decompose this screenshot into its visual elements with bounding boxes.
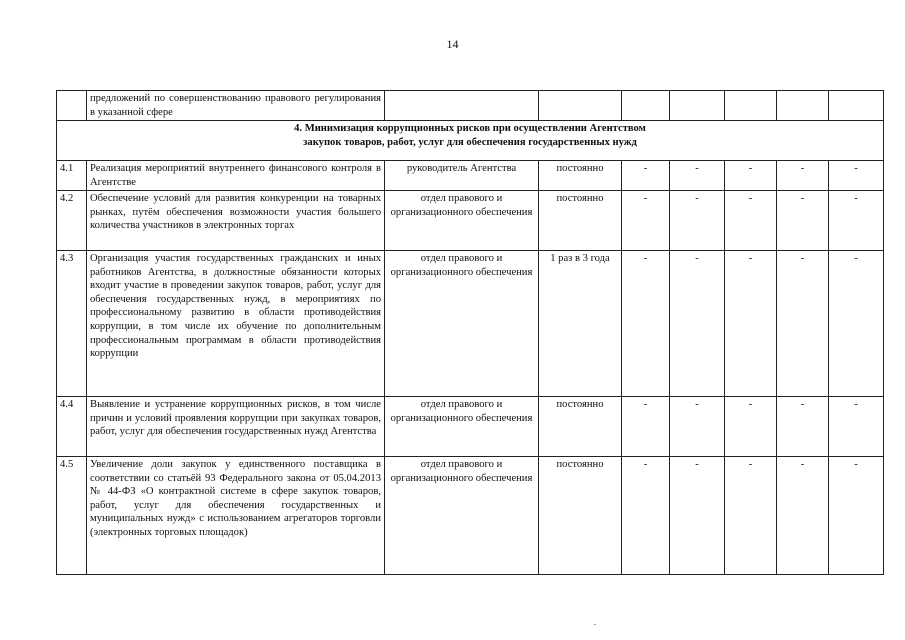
row-number: 4.2 [57,191,87,251]
row-responsible: отдел правового и организационного обеспечения [385,251,539,397]
row-period: постоянно [539,161,622,191]
section-heading [57,121,884,161]
row-value-5 [829,91,884,121]
row-responsible: отдел правового и организационного обеспечения [385,397,539,457]
row-responsible: руководитель Агентства [385,161,539,191]
row-description: Реализация мероприятий внутреннего финансового контроля в Агентстве [87,161,385,191]
row-value-2: - [670,161,725,191]
row-value-5: - [829,457,884,575]
row-value-1: - [622,457,670,575]
row-value-1: - [622,397,670,457]
table-row [57,161,884,191]
row-number-cell [57,91,87,121]
row-value-3: - [725,251,777,397]
row-value-1: - [622,251,670,397]
row-value-3: - [725,161,777,191]
row-number: 4.3 [57,251,87,397]
row-responsible: отдел правового и организационного обеспечения [385,191,539,251]
row-value-4: - [777,457,829,575]
table-row [57,457,884,575]
row-value-2: - [670,397,725,457]
row-description: Организация участия государственных гражданских и иных работников Агентства, в должностные обязанности которых входит участие в проведении закупок товаров, работ, услуг для обеспечения государственных нужд, в мероприятиях по профессиональному развитию в области противодействия коррупции, в том числе их обучение по дополнительным профессиональным программам в области противодействия коррупции [87,251,385,397]
row-value-4: - [777,397,829,457]
row-value-4: - [777,251,829,397]
row-value-1 [622,91,670,121]
row-period [539,91,622,121]
section-heading-line-1: 4. Минимизация коррупционных рисков при осуществлении Агентством [294,123,646,134]
row-period: постоянно [539,457,622,575]
row-value-2 [670,91,725,121]
row-period: 1 раз в 3 года [539,251,622,397]
row-value-3 [725,91,777,121]
row-description: предложений по совершенствованию правового регулирования в указанной сфере [87,91,385,121]
row-number: 4.4 [57,397,87,457]
row-value-1: - [622,161,670,191]
row-description: Увеличение доли закупок у единственного поставщика в соответствии со статьёй 93 Федерального закона от 05.04.2013 № 44-ФЗ «О контрактной системе в сфере закупок товаров, работ, услуг для обеспечения государственных и муниципальных нужд» с использованием агрегаторов торговли (электронных торговых площадок) [87,457,385,575]
row-value-2: - [670,191,725,251]
row-value-2: - [670,457,725,575]
row-value-5: - [829,397,884,457]
table-row-continued [57,91,884,121]
section-heading-line-2: закупок товаров, работ, услуг для обеспечения государственных нужд [303,137,637,148]
row-number: 4.5 [57,457,87,575]
row-value-4 [777,91,829,121]
row-value-5: - [829,251,884,397]
row-value-1: - [622,191,670,251]
scan-speck [594,624,596,625]
row-value-3: - [725,191,777,251]
measures-table [56,90,884,575]
row-value-5: - [829,191,884,251]
row-responsible [385,91,539,121]
row-period: постоянно [539,191,622,251]
row-value-5: - [829,161,884,191]
section-heading-row [57,121,884,161]
row-value-4: - [777,191,829,251]
row-number: 4.1 [57,161,87,191]
row-responsible: отдел правового и организационного обеспечения [385,457,539,575]
table-row [57,397,884,457]
row-period: постоянно [539,397,622,457]
row-value-3: - [725,457,777,575]
row-description: Выявление и устранение коррупционных рисков, в том числе причин и условий проявления коррупции при закупках товаров, работ, услуг для обеспечения государственных нужд Агентства [87,397,385,457]
row-description: Обеспечение условий для развития конкуренции на товарных рынках, путём обеспечения возможности участия большего количества участников в электронных торгах [87,191,385,251]
row-value-3: - [725,397,777,457]
row-value-2: - [670,251,725,397]
row-value-4: - [777,161,829,191]
page-number: 14 [446,37,459,51]
table-row [57,251,884,397]
table-row [57,191,884,251]
